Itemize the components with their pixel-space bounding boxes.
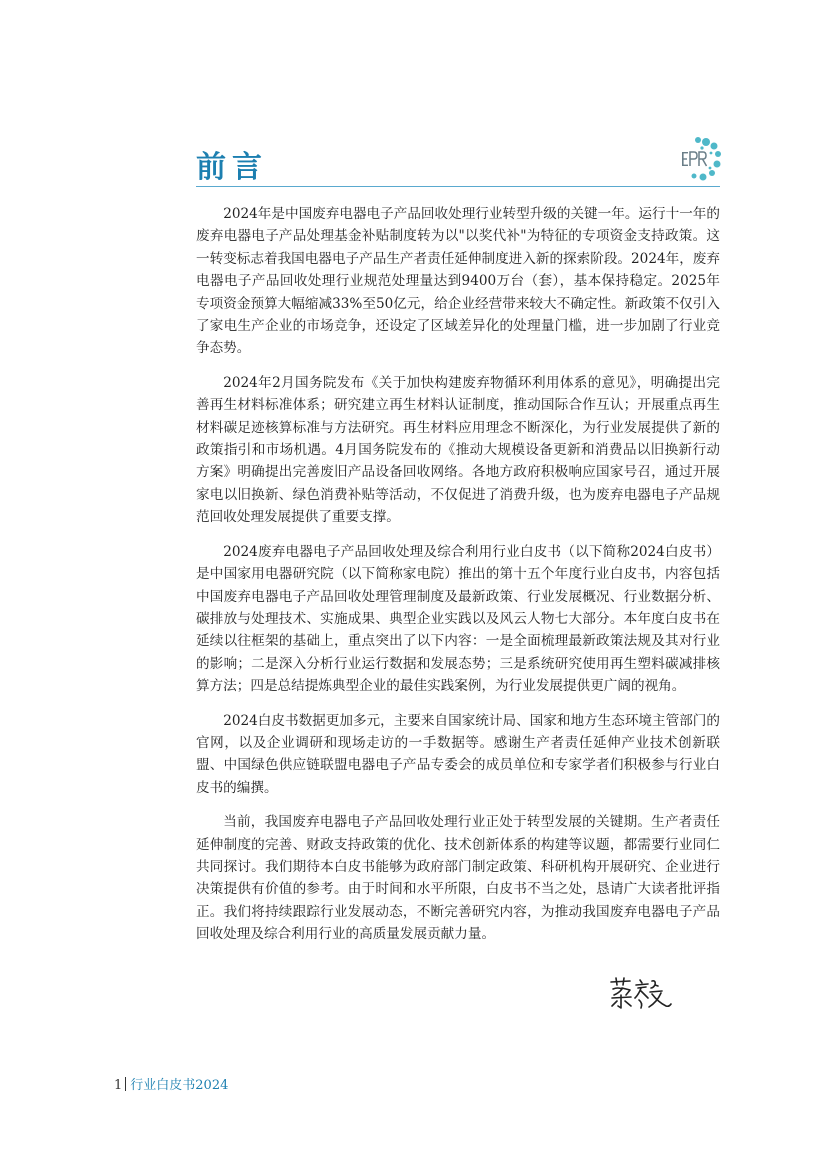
page-number: 1	[114, 1078, 123, 1093]
preface-body	[196, 203, 720, 958]
epr-logo-graphic	[680, 133, 722, 185]
footer-document-name: 行业白皮书2024	[130, 1078, 229, 1093]
page-footer	[114, 1077, 228, 1095]
signature-strokes	[608, 976, 672, 1010]
handwritten-signature	[608, 976, 672, 1010]
paragraph: 2024年是中国废弃电器电子产品回收处理行业转型升级的关键一年。运行十一年的废弃电器电子产品处理基金补贴制度转为以"以奖代补"为特征的专项资金支持政策。这一转变标志着我国电器电子产品生产者责任延伸制度进入新的探索阶段。2024年，废弃电器电子产品回收处理行业规范处理量达到9400万台（套），基本保持稳定。2025年专项资金预算大幅缩减33%至50亿元，给企业经营带来较大不确定性。新政策不仅引入了家电生产企业的市场竞争，还设定了区域差异化的处理量门槛，进一步加剧了行业竞争态势。	[196, 206, 720, 357]
title-divider	[196, 186, 720, 187]
paragraph: 当前，我国废弃电器电子产品回收处理行业正处于转型发展的关键期。生产者责任延伸制度的完善、财政支持政策的优化、技术创新体系的构建等议题，都需要行业同仁共同探讨。我们期待本白皮书能够为政府部门制定政策、科研机构开展研究、企业进行决策提供有价值的参考。由于时间和水平所限，白皮书不当之处，恳请广大读者批评指正。我们将持续跟踪行业发展动态，不断完善研究内容，为推动我国废弃电器电子产品回收处理及综合利用行业的高质量发展贡献力量。	[196, 814, 720, 943]
page-title: 前言	[196, 150, 268, 185]
epr-logo	[680, 133, 722, 185]
footer-separator	[125, 1077, 126, 1091]
paragraph: 2024白皮书数据更加多元，主要来自国家统计局、国家和地方生态环境主管部门的官网，以及企业调研和现场走访的一手数据等。感谢生产者责任延伸产业技术创新联盟、中国绿色供应链联盟电器电子产品专委会的成员单位和专家学者们积极参与行业白皮书的编撰。	[196, 712, 720, 796]
paragraph: 2024废弃电器电子产品回收处理及综合利用行业白皮书（以下简称2024白皮书）是中国家用电器研究院（以下简称家电院）推出的第十五个年度行业白皮书，内容包括中国废弃电器电子产品回收处理管理制度及最新政策、行业发展概况、行业数据分析、碳排放与处理技术、实施成果、典型企业实践以及风云人物七大部分。本年度白皮书在延续以往框架的基础上，重点突出了以下内容：一是全面梳理最新政策法规及其对行业的影响；二是深入分析行业运行数据和发展态势；三是系统研究使用再生塑料碳减排核算方法；四是总结提炼典型企业的最佳实践案例，为行业发展提供更广阔的视角。	[196, 543, 720, 695]
paragraph: 2024年2月国务院发布《关于加快构建废弃物循环利用体系的意见》，明确提出完善再生材料标准体系；研究建立再生材料认证制度，推动国际合作互认；开展重点再生材料碳足迹核算标准与方法研究。再生材料应用理念不断深化，为行业发展提供了新的政策指引和市场机遇。4月国务院发布的《推动大规模设备更新和消费品以旧换新行动方案》明确提出完善废旧产品设备回收网络。各地方政府积极响应国家号召，通过开展家电以旧换新、绿色消费补贴等活动，不仅促进了消费升级，也为废弃电器电子产品规范回收处理发展提供了重要支撑。	[196, 374, 720, 526]
